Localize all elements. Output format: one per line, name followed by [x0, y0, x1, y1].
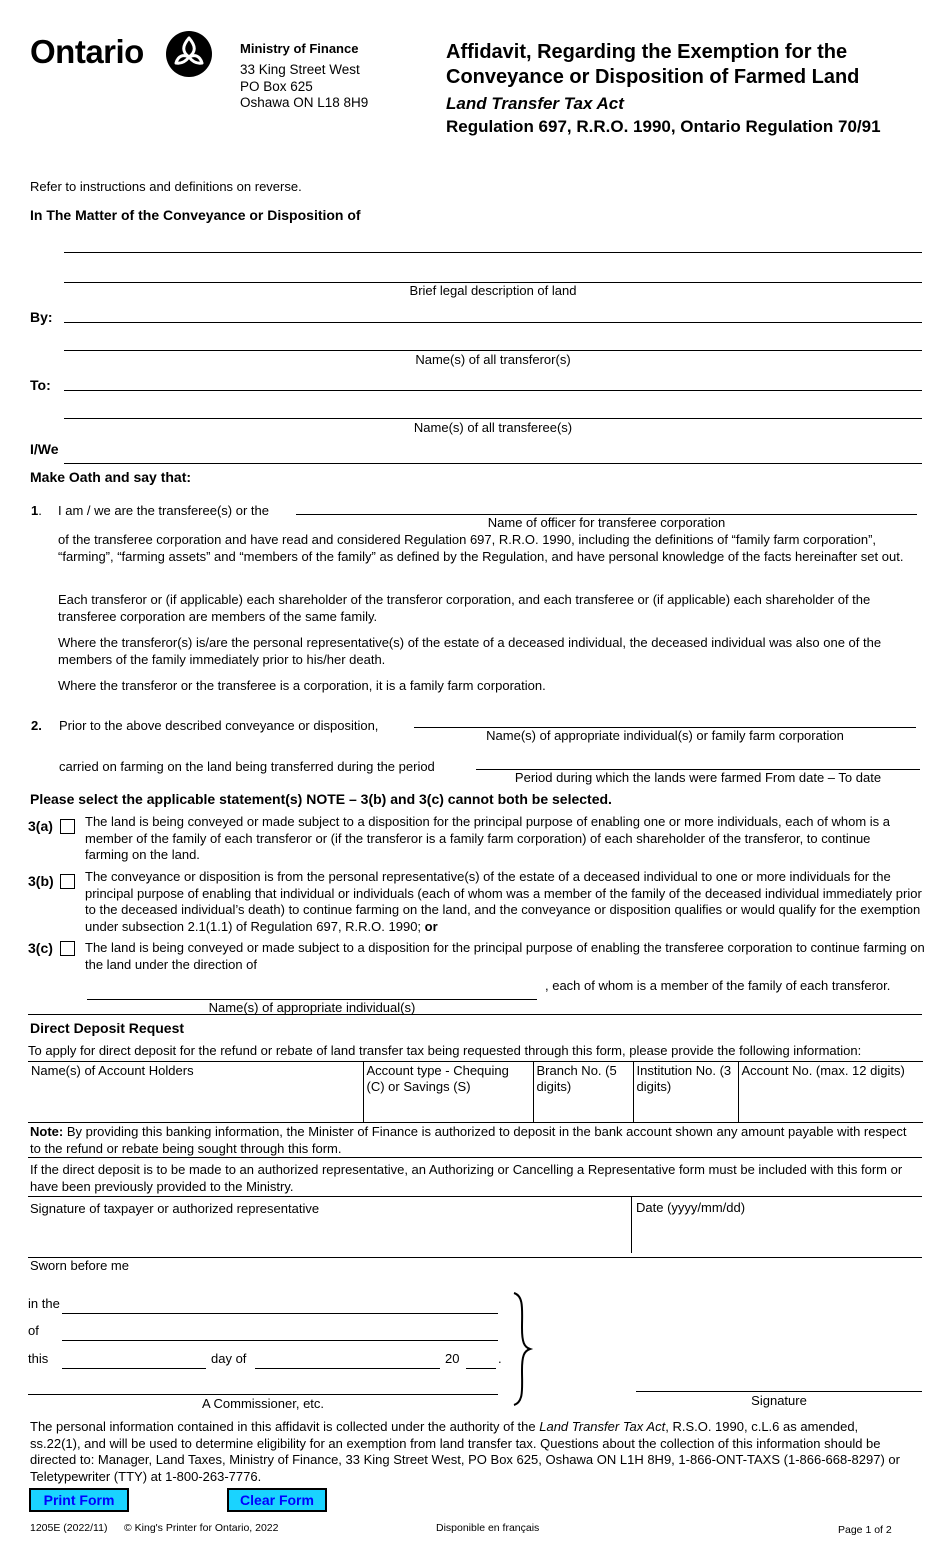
- section-1-paragraph-1: of the transferee corporation and have read and considered Regulation 697, R.R.O. 1990, including the definitions of “family farm corporation”, “farming”, “farming assets” and “members of the family” as defined by the Regulation, and have personal knowledge of the facts hereinafter set out.: [58, 532, 904, 564]
- privacy-text-pre: The personal information contained in this affidavit is collected under the authority of the: [30, 1419, 540, 1434]
- form-title-line: Conveyance or Disposition of Farmed Land: [446, 66, 860, 88]
- ontario-logo-word: Ontario: [30, 33, 144, 70]
- legal-description-caption: Brief legal description of land: [409, 283, 577, 298]
- divider: [28, 1157, 922, 1158]
- option-3b-checkbox[interactable]: [60, 874, 75, 889]
- transferors-caption: Name(s) of all transferor(s): [415, 352, 571, 367]
- refer-note: Refer to instructions and definitions on reverse.: [30, 179, 302, 194]
- option-3c-text: The land is being conveyed or made subject to a disposition for the principal purpose of enabling the transferee corporation to continue farming on the land under the direction of: [85, 940, 925, 972]
- address-line: PO Box 625: [240, 78, 313, 94]
- option-3b-label: 3(b): [28, 873, 54, 889]
- account-type-label: Account type - Chequing (C) or Savings (S): [366, 1063, 509, 1094]
- deposit-table: [28, 1061, 923, 1123]
- section-1-num: 1: [31, 503, 39, 518]
- institution-number-label: Institution No. (3 digits): [636, 1063, 732, 1094]
- farming-names-caption: Name(s) of appropriate individual(s) or family farm corporation: [486, 728, 844, 743]
- section-2-lead: Prior to the above described conveyance or disposition,: [59, 718, 379, 733]
- period-lead: carried on farming on the land being transferred during the period: [59, 759, 435, 774]
- account-number-cell[interactable]: [738, 1062, 923, 1123]
- option-3a-checkbox[interactable]: [60, 819, 75, 834]
- account-type-cell[interactable]: [363, 1062, 533, 1123]
- to-label: To:: [30, 377, 51, 393]
- option-3b-text: [85, 869, 927, 935]
- privacy-text-post: , R.S.O. 1990, c.L.6 as amended, ss.22(1), and will be used to determine eligibility for an exemption from land transfer tax. Questions about the collection of this information should be directed to: Manager, Land Taxes, Ministry of Finance, 33 King Street West, PO Box 625, Oshawa ON L1H 8H9, 1-866-ONT-TAXS (1-866-668-8297) or Teletypewriter (TTY) at 1-800-263-7776.: [30, 1419, 900, 1484]
- option-3a-label: 3(a): [28, 818, 53, 834]
- section-1-lead: I am / we are the transferee(s) or the: [58, 503, 269, 518]
- section-1-paragraph-2: Each transferor or (if applicable) each shareholder of the transferor corporation, and each transferee or (if applicable) each shareholder of the transferee corporation are members of the same family.: [58, 592, 871, 624]
- privacy-statement: [30, 1419, 910, 1485]
- iwe-label: I/We: [30, 441, 59, 457]
- clear-form-button[interactable]: Clear Form: [227, 1488, 327, 1512]
- option-3c-label: 3(c): [28, 940, 53, 956]
- copyright: © King's Printer for Ontario, 2022: [124, 1522, 279, 1534]
- oath-heading: Make Oath and say that:: [30, 469, 192, 485]
- section-1-paragraph-4: Where the transferor or the transferee is a corporation, it is a family farm corporation.: [58, 678, 546, 693]
- officer-name-caption: Name of officer for transferee corporation: [487, 515, 726, 530]
- divider: [28, 1014, 922, 1015]
- page-number: Page 1 of 2: [838, 1524, 892, 1536]
- divider: [631, 1197, 632, 1253]
- transferors-field-1[interactable]: [64, 322, 922, 323]
- transferors-field-2[interactable]: [64, 350, 922, 351]
- french-available: Disponible en français: [436, 1522, 540, 1534]
- day-of-label: day of: [211, 1351, 247, 1366]
- account-holders-cell[interactable]: [28, 1062, 363, 1123]
- commissioner-caption: A Commissioner, etc.: [201, 1396, 325, 1411]
- divider: [28, 1257, 922, 1258]
- print-form-button[interactable]: Print Form: [29, 1488, 129, 1512]
- in-the-label: in the: [28, 1296, 60, 1311]
- legal-description-field-1[interactable]: [64, 252, 922, 253]
- account-number-label: Account No. (max. 12 digits): [741, 1063, 905, 1078]
- year-prefix: 20: [445, 1351, 460, 1366]
- option-3c-tail: , each of whom is a member of the family of each transferor.: [545, 978, 891, 993]
- sworn-period: .: [498, 1351, 502, 1366]
- signature-caption: Signature: [751, 1393, 807, 1408]
- transferees-field-2[interactable]: [64, 418, 922, 419]
- ministry-name: Ministry of Finance: [240, 41, 359, 56]
- option-3c-checkbox[interactable]: [60, 941, 75, 956]
- ministry-address: [240, 62, 368, 112]
- privacy-act-name: Land Transfer Tax Act: [539, 1419, 666, 1434]
- branch-number-cell[interactable]: [533, 1062, 633, 1123]
- deposit-note: [30, 1124, 910, 1157]
- transferees-field-1[interactable]: [64, 390, 922, 391]
- form-title-line: Affidavit, Regarding the Exemption for the: [446, 41, 848, 63]
- form-id: 1205E (2022/11): [30, 1522, 108, 1534]
- option-3c-names-caption: Name(s) of appropriate individual(s): [208, 1000, 416, 1015]
- taxpayer-signature-label: Signature of taxpayer or authorized representative: [30, 1201, 320, 1216]
- sworn-of-field[interactable]: [62, 1340, 498, 1341]
- commissioner-signature-field[interactable]: [28, 1394, 498, 1395]
- note-label: Note:: [30, 1124, 64, 1139]
- institution-number-cell[interactable]: [633, 1062, 738, 1123]
- of-label: of: [28, 1323, 39, 1338]
- section-1-dot: .: [38, 503, 42, 518]
- option-3b-body: The conveyance or disposition is from the personal representative(s) of the estate of a deceased individual to one or more individuals for the principal purpose of enabling that individual or individuals (each of whom was a member of the family of the deceased individual immediately prior to the deceased individual’s death) to continue farming on the land, and the conveyance or disposition qualifies or would qualify for the exemption under subsection 2.1(1.1) of Regulation 697, R.R.O. 1990;: [85, 869, 922, 934]
- taxpayer-signature-field[interactable]: [30, 1201, 630, 1256]
- section-3-heading: Please select the applicable statement(s) NOTE – 3(b) and 3(c) cannot both be selected.: [30, 791, 612, 807]
- representative-note: If the direct deposit is to be made to an authorized representative, an Authorizing or Cancelling a Representative form must be included with this form or have been previously provided to the Ministry.: [30, 1162, 903, 1194]
- branch-number-label: Branch No. (5 digits): [536, 1063, 617, 1094]
- section-1-paragraph-3: Where the transferor(s) is/are the personal representative(s) of the estate of a deceased individual, the deceased individual was also one of the members of the family immediately prior to his/her death.: [58, 635, 882, 667]
- sworn-month-field[interactable]: [255, 1368, 440, 1369]
- section-2-number: 2.: [31, 718, 42, 733]
- date-label: Date (yyyy/mm/dd): [636, 1200, 746, 1215]
- sworn-heading: Sworn before me: [30, 1258, 129, 1273]
- act-name: Land Transfer Tax Act: [446, 94, 624, 113]
- farming-period-caption: Period during which the lands were farmed From date – To date: [514, 770, 882, 785]
- section-1-number: [31, 503, 42, 518]
- by-label: By:: [30, 309, 53, 325]
- deposit-intro: To apply for direct deposit for the refund or rebate of land transfer tax being requested through this form, please provide the following information:: [28, 1043, 862, 1058]
- matter-heading: In The Matter of the Conveyance or Disposition of: [30, 207, 361, 223]
- date-field[interactable]: [636, 1200, 916, 1255]
- form-title: [446, 40, 859, 90]
- option-3b-or: or: [424, 918, 438, 934]
- sworn-year-field[interactable]: [466, 1368, 496, 1369]
- transferees-caption: Name(s) of all transferee(s): [413, 420, 573, 435]
- divider: [28, 1196, 922, 1197]
- address-line: 33 King Street West: [240, 62, 360, 77]
- trillium-logo-icon: [165, 30, 213, 78]
- option-3a-text: The land is being conveyed or made subject to a disposition for the principal purpose of enabling one or more individuals, each of whom is a member of the family of each transferor or (if the transferor is a family farm corporation) of each shareholder of the transferor, to continue farming on the land.: [85, 814, 891, 862]
- this-label: this: [28, 1351, 49, 1366]
- brace-icon: [506, 1290, 536, 1408]
- address-line: Oshawa ON L18 8H9: [240, 95, 369, 110]
- note-text: By providing this banking information, the Minister of Finance is authorized to deposit in the bank account shown any amount payable with respect to the refund or rebate being sought through this form.: [30, 1124, 907, 1156]
- account-holders-label: Name(s) of Account Holders: [31, 1063, 194, 1078]
- regulation: Regulation 697, R.R.O. 1990, Ontario Regulation 70/91: [446, 117, 881, 136]
- sworn-location-field[interactable]: [62, 1313, 498, 1314]
- sworn-day-field[interactable]: [62, 1368, 206, 1369]
- deponent-name-field[interactable]: [64, 463, 922, 464]
- deposit-heading: Direct Deposit Request: [30, 1020, 185, 1036]
- deponent-signature-field[interactable]: [636, 1391, 922, 1392]
